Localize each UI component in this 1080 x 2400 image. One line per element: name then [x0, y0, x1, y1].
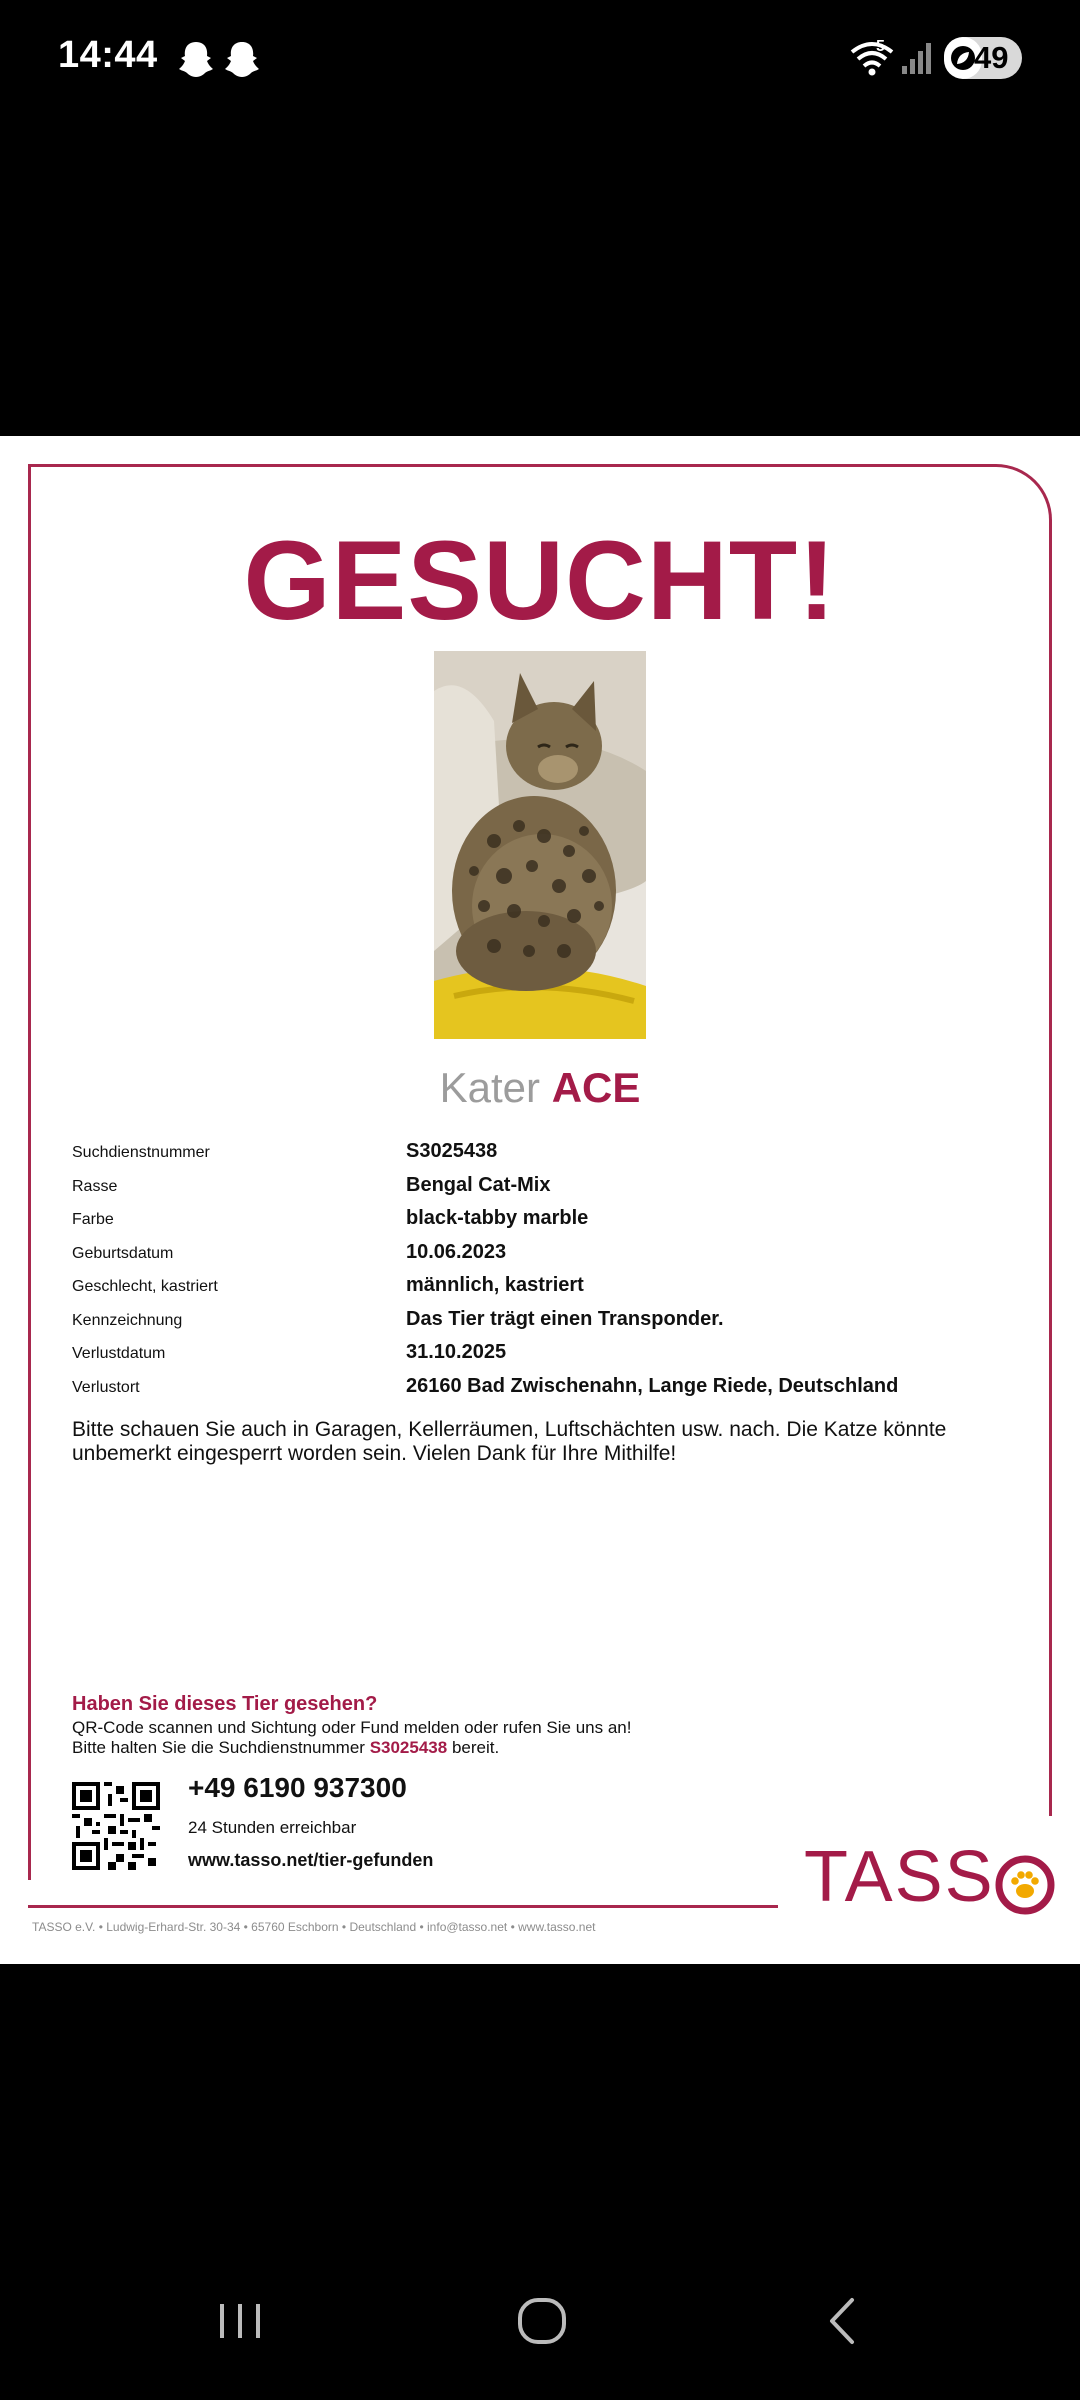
- clock: 14:44: [58, 34, 158, 76]
- battery-indicator: [944, 37, 1022, 79]
- search-note-line: Bitte schauen Sie auch in Garagen, Kellerräumen, Luftschächten usw. nach. Die Katze könnte: [72, 1418, 947, 1441]
- lost-pet-poster: [0, 436, 1080, 1964]
- availability-text: 24 Stunden erreichbar: [188, 1818, 357, 1837]
- search-note: [72, 1418, 972, 1466]
- detail-label: Geburtsdatum: [72, 1244, 174, 1262]
- seen-reference-number: S3025438: [369, 1738, 448, 1757]
- navigation-bar: [0, 2240, 1080, 2400]
- headline: GESUCHT!: [243, 518, 837, 643]
- detail-label: Verlustdatum: [72, 1345, 166, 1362]
- seen-title: Haben Sie dieses Tier gesehen?: [72, 1693, 378, 1715]
- poster-frame-bottom: [28, 1905, 778, 1908]
- detail-value: Das Tier trägt einen Transponder.: [406, 1307, 724, 1330]
- cat-photo: [434, 651, 646, 1039]
- detail-value: männlich, kastriert: [406, 1274, 584, 1296]
- status-bar: [0, 0, 1080, 120]
- detail-label: Rasse: [72, 1177, 118, 1195]
- paw-o-logo-icon: [994, 1854, 1056, 1916]
- seen-instructions: QR-Code scannen und Sichtung oder Fund melden oder rufen Sie uns an!: [72, 1718, 632, 1737]
- detail-row: [72, 1274, 1032, 1308]
- qr-code[interactable]: [72, 1782, 160, 1870]
- detail-value: S3025438: [406, 1140, 498, 1162]
- cat-name-prefix: Kater: [439, 1064, 541, 1111]
- cat-name-value: ACE: [551, 1064, 641, 1111]
- detail-label: Farbe: [72, 1211, 114, 1228]
- website-link[interactable]: www.tasso.net/tier-gefunden: [188, 1850, 434, 1870]
- detail-value: 10.06.2023: [406, 1240, 507, 1263]
- cat-name: [0, 1064, 1080, 1112]
- snapchat-ghost-icon: [224, 40, 260, 78]
- detail-value: Bengal Cat-Mix: [406, 1173, 551, 1196]
- home-icon[interactable]: [512, 2290, 572, 2350]
- detail-value: 26160 Bad Zwischenahn, Lange Riede, Deutschland: [406, 1374, 899, 1397]
- seen-reference-suffix: bereit.: [451, 1738, 500, 1757]
- details-table: [72, 1140, 1032, 1408]
- snapchat-ghost-icon: [178, 40, 214, 78]
- detail-row: [72, 1341, 1032, 1375]
- power-saving-leaf-icon: [950, 45, 976, 71]
- wifi-band-label: 5: [876, 38, 885, 55]
- back-icon[interactable]: [812, 2290, 872, 2350]
- detail-row: [72, 1174, 1032, 1208]
- battery-percent: 49: [974, 40, 1009, 75]
- seen-reference: [72, 1738, 499, 1758]
- wifi-icon: [850, 40, 894, 76]
- detail-label: Kennzeichnung: [72, 1311, 183, 1329]
- detail-label: Suchdienstnummer: [72, 1144, 210, 1161]
- detail-value: 31.10.2025: [406, 1341, 507, 1363]
- signal-icon: [900, 42, 934, 74]
- detail-value: black-tabby marble: [406, 1207, 589, 1229]
- detail-row: [72, 1375, 1032, 1409]
- seen-reference-prefix: Bitte halten Sie die Suchdienstnummer: [72, 1738, 365, 1757]
- detail-label: Geschlecht, kastriert: [72, 1278, 218, 1295]
- detail-row: [72, 1207, 1032, 1241]
- recent-apps-icon[interactable]: [210, 2290, 270, 2350]
- detail-label: Verlustort: [72, 1378, 140, 1396]
- detail-row: [72, 1140, 1032, 1174]
- detail-row: [72, 1241, 1032, 1275]
- search-note-line: unbemerkt eingesperrt worden sein. Vielen Dank für Ihre Mithilfe!: [72, 1442, 677, 1465]
- tasso-logo: TASS: [804, 1837, 995, 1917]
- hotline-phone[interactable]: +49 6190 937300: [188, 1772, 407, 1803]
- poster-footer: TASSO e.V. • Ludwig-Erhard-Str. 30-34 • 65760 Eschborn • Deutschland • info@tasso.net • www.tasso.net: [32, 1920, 596, 1934]
- detail-row: [72, 1308, 1032, 1342]
